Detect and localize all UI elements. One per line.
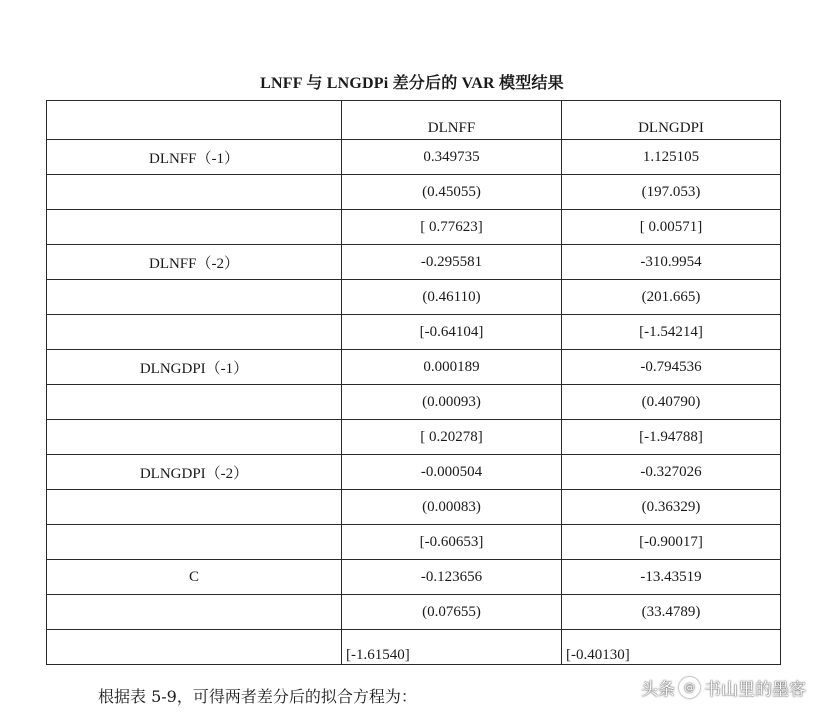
stderr-cell: (197.053): [562, 175, 781, 210]
coef-cell: 1.125105: [562, 140, 781, 175]
stderr-cell: (0.45055): [342, 175, 562, 210]
coef-cell: -13.43519: [562, 560, 781, 595]
coef-cell: 0.000189: [342, 350, 562, 385]
row-label: [47, 175, 342, 210]
table-row: [47, 210, 781, 245]
row-label: DLNFF（-1）: [47, 140, 342, 175]
coef-cell: -0.295581: [342, 245, 562, 280]
stderr-cell: (0.46110): [342, 280, 562, 315]
table-row: [47, 595, 781, 630]
stderr-cell: (0.00083): [342, 490, 562, 525]
table-row: [47, 420, 781, 455]
coef-cell: -310.9954: [562, 245, 781, 280]
header-cell-dlngdpi: DLNGDPI: [562, 101, 781, 140]
table-row: [47, 490, 781, 525]
row-label: DLNFF（-2）: [47, 245, 342, 280]
table-row: [47, 280, 781, 315]
row-label: [47, 525, 342, 560]
stderr-cell: (0.36329): [562, 490, 781, 525]
table-row: [47, 175, 781, 210]
header-cell-dlnff: DLNFF: [342, 101, 562, 140]
table-row: [47, 630, 781, 665]
stderr-cell: (33.4789): [562, 595, 781, 630]
tstat-cell: [-0.90017]: [562, 525, 781, 560]
coef-cell: -0.123656: [342, 560, 562, 595]
row-label: [47, 280, 342, 315]
table-row: [47, 385, 781, 420]
watermark-prefix: 头条: [641, 680, 675, 700]
row-label: C: [47, 560, 342, 595]
header-cell-blank: [47, 101, 342, 140]
coef-cell: -0.794536: [562, 350, 781, 385]
table-header-row: [47, 101, 781, 140]
table-row: [47, 315, 781, 350]
stderr-cell: (0.00093): [342, 385, 562, 420]
coef-cell: -0.000504: [342, 455, 562, 490]
stderr-cell: (201.665): [562, 280, 781, 315]
coef-cell: -0.327026: [562, 455, 781, 490]
tstat-cell: [-0.60653]: [342, 525, 562, 560]
row-label: [47, 210, 342, 245]
at-icon: @: [679, 677, 700, 698]
row-label: [47, 385, 342, 420]
row-label: [47, 490, 342, 525]
row-label: [47, 595, 342, 630]
table-row: [47, 560, 781, 595]
tstat-cell: [-1.54214]: [562, 315, 781, 350]
table-row: [47, 140, 781, 175]
tstat-cell: [ 0.20278]: [342, 420, 562, 455]
tstat-cell: [-1.94788]: [562, 420, 781, 455]
table-row: [47, 525, 781, 560]
tstat-cell: [-0.64104]: [342, 315, 562, 350]
tstat-cell: [-1.61540]: [342, 630, 562, 665]
table-row: [47, 245, 781, 280]
tstat-cell: [ 0.00571]: [562, 210, 781, 245]
body-paragraph: 根据表 5-9，可得两者差分后的拟合方程为：: [98, 687, 417, 706]
watermark-author: 书山里的墨客: [704, 680, 806, 700]
coef-cell: 0.349735: [342, 140, 562, 175]
tstat-cell: [-0.40130]: [562, 630, 781, 665]
var-results-table: [46, 100, 781, 665]
table-row: [47, 455, 781, 490]
stderr-cell: (0.07655): [342, 595, 562, 630]
watermark: [641, 675, 806, 700]
row-label: [47, 630, 342, 665]
row-label: [47, 420, 342, 455]
table-title: LNFF 与 LNGDPi 差分后的 VAR 模型结果: [260, 75, 564, 92]
row-label: DLNGDPI（-1）: [47, 350, 342, 385]
row-label: [47, 315, 342, 350]
row-label: DLNGDPI（-2）: [47, 455, 342, 490]
table-row: [47, 350, 781, 385]
stderr-cell: (0.40790): [562, 385, 781, 420]
tstat-cell: [ 0.77623]: [342, 210, 562, 245]
